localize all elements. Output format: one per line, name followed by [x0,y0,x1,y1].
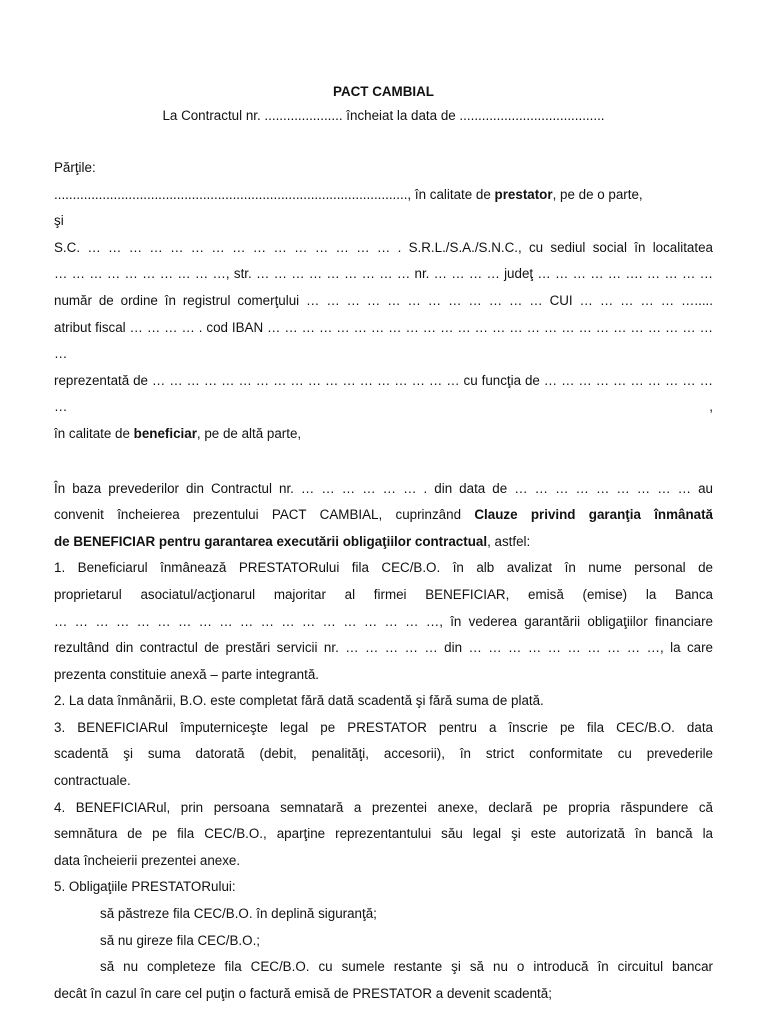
intro-line [54,502,713,529]
clause-5-item: decât în cazul în care cel puţin o factură emisă de PRESTATOR a devenit scadentă; [54,985,552,1001]
intro-section [54,476,713,556]
clause-4-line: 4. BENEFICIARul, prin persoana semnatară a prezentei anexe, declară pe propria răspundere că [54,799,713,815]
prestator-text: ..............................................................................................., în calitate de [54,186,495,202]
clause-3-line: 3. BENEFICIARul împuterniceşte legal pe PRESTATOR pentru a înscrie pe fila CEC/B.O. data [54,719,713,735]
registry-line: număr de ordine în registrul comerţului … … … … … … … … … … … … CUI … … … … … …..... [54,292,713,308]
representative-line: reprezentată de … … … … … … … … … … … … … … … … … … cu funcţia de … … … … … … … … … … … , [54,372,713,415]
conjunction: şi [54,213,64,229]
clause-1-line: prezenta constituie anexă – parte integrantă. [54,666,320,682]
clause-1-line: rezultând din contractul de prestări servicii nr. … … … … … din … … … … … … … … … …, la care [54,640,713,656]
clause-1-line: proprietarul asociatul/acţionarul majoritar al firmei BENEFICIAR, emisă (emise) la Banca [54,586,713,602]
fiscal-line: atribut fiscal … … … … . cod IBAN … … … … … … … … … … … … … … … … … … … … … … … … … … … [54,319,713,362]
clause-3-line: contractuale. [54,773,131,789]
document-title: PACT CAMBIAL [333,84,434,99]
clause-5-item: să nu gireze fila CEC/B.O.; [100,932,261,948]
prestator-role: prestator [494,186,553,202]
clauses-section [54,555,713,1007]
intro-bold: de BENEFICIAR pentru garantarea executării obligaţiilor contractual [54,533,488,549]
spacer [54,127,713,155]
intro-line [54,529,713,556]
beneficiar-line [54,421,713,448]
parties-label: Părţile: [54,160,96,175]
clause-5-title: 5. Obligaţiile PRESTATORului: [54,879,236,895]
clause-3-line: scadentă şi suma datorată (debit, penalităţi, accesorii), în strict conformitate cu prevederile [54,746,713,762]
beneficiar-role: beneficiar [133,425,197,441]
address-line: … … … … … … … … … …, str. … … … … … … … … … nr. … … … … judeţ … … … … … …. … … … … [54,266,713,282]
clause-5-item: să păstreze fila CEC/B.O. în deplină siguranţă; [100,906,377,922]
clause-1-line: … … … … … … … … … … … … … … … … … … …, în vederea garantării obligaţiilor financiare [54,613,713,629]
intro-line: În baza prevederilor din Contractul nr. … … … … … … . din data de … … … … … … … … … au [54,480,713,496]
clause-2: 2. La data înmânării, B.O. este completat fără dată scadentă şi fără suma de plată. [54,693,544,709]
clause-4-line: semnătura de pe fila CEC/B.O., aparţine reprezentantului său legal şi este autorizată în bancă la [54,826,713,842]
company-line: S.C. … … … … … … … … … … … … … … … . S.R.L./S.A./S.N.C., cu sediul social în localitatea [54,239,713,255]
intro-text: convenit încheierea prezentului PACT CAMBIAL, cuprinzând [54,507,475,523]
beneficiar-text: în calitate de [54,425,134,441]
intro-bold: Clauze privind garanţia înmânată [474,507,714,523]
clause-1-line: 1. Beneficiarul înmânează PRESTATORului fila CEC/B.O. în alb avalizat în nume personal de [54,560,713,576]
intro-text: , astfel: [487,533,531,549]
beneficiar-text-end: , pe de altă parte, [196,425,302,441]
spacer [54,448,713,476]
prestator-text-end: , pe de o parte, [552,186,643,202]
parties-section [54,155,713,448]
clause-5-item: să nu completeze fila CEC/B.O. cu sumele restante şi să nu o introducă în circuitul bancar [100,959,713,975]
document-subtitle: La Contractul nr. ..................... încheiat la data de ....................................... [162,108,605,123]
clause-4-line: data încheierii prezentei anexe. [54,852,241,868]
prestator-line [54,182,713,209]
